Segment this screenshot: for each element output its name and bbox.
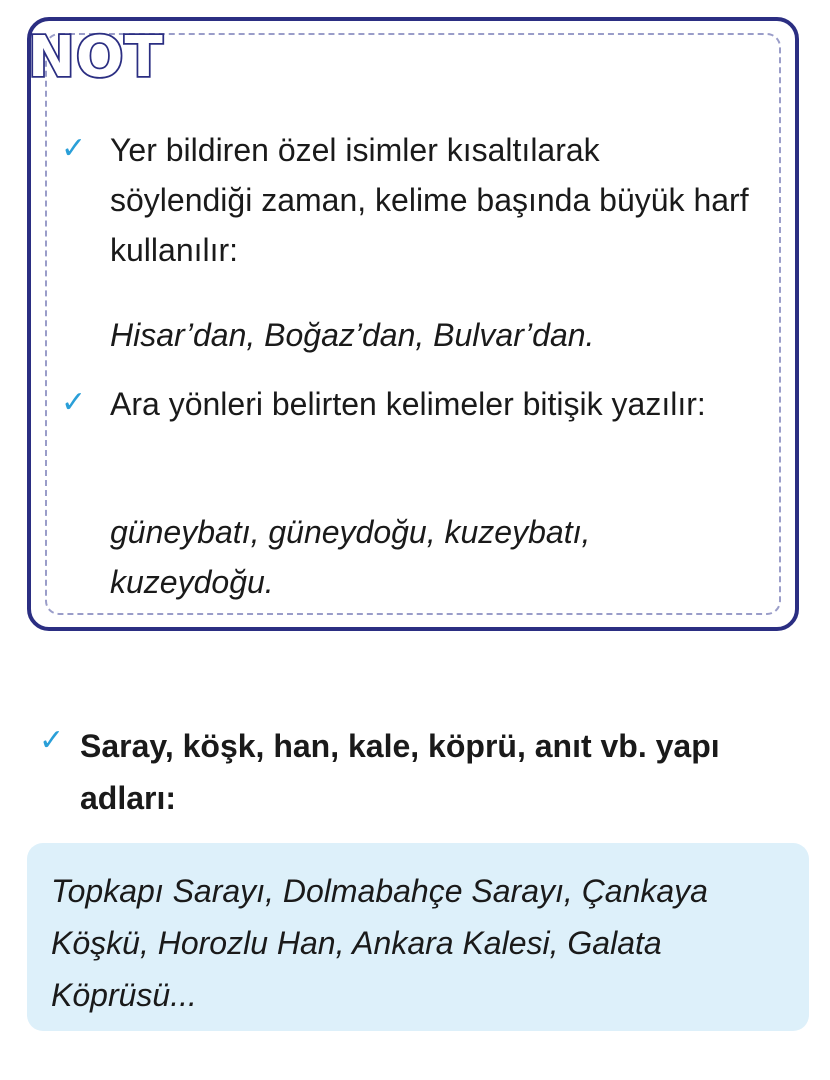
note-title: NOT <box>28 25 164 90</box>
note-item-example: güneybatı, güneydoğu, kuzeybatı, kuzeydoğu. <box>110 514 591 600</box>
check-icon: ✓ <box>61 131 87 166</box>
example-box-text: Topkapı Sarayı, Dolmabahçe Sarayı, Çankaya Köşkü, Horozlu Han, Ankara Kalesi, Galata Köprüsü... <box>51 873 708 1013</box>
note-item-example: Hisar’dan, Boğaz’dan, Bulvar’dan. <box>110 317 595 353</box>
section-heading: Saray, köşk, han, kale, köprü, anıt vb. yapı adları: <box>80 728 720 816</box>
check-icon: ✓ <box>39 723 65 758</box>
check-icon: ✓ <box>61 385 87 420</box>
note-item-text: Yer bildiren özel isimler kısaltılarak söylendiği zaman, kelime başında büyük harf kullanılır: <box>110 132 749 268</box>
note-item-text: Ara yönleri belirten kelimeler bitişik yazılır: <box>110 386 706 422</box>
example-box <box>27 843 809 1031</box>
